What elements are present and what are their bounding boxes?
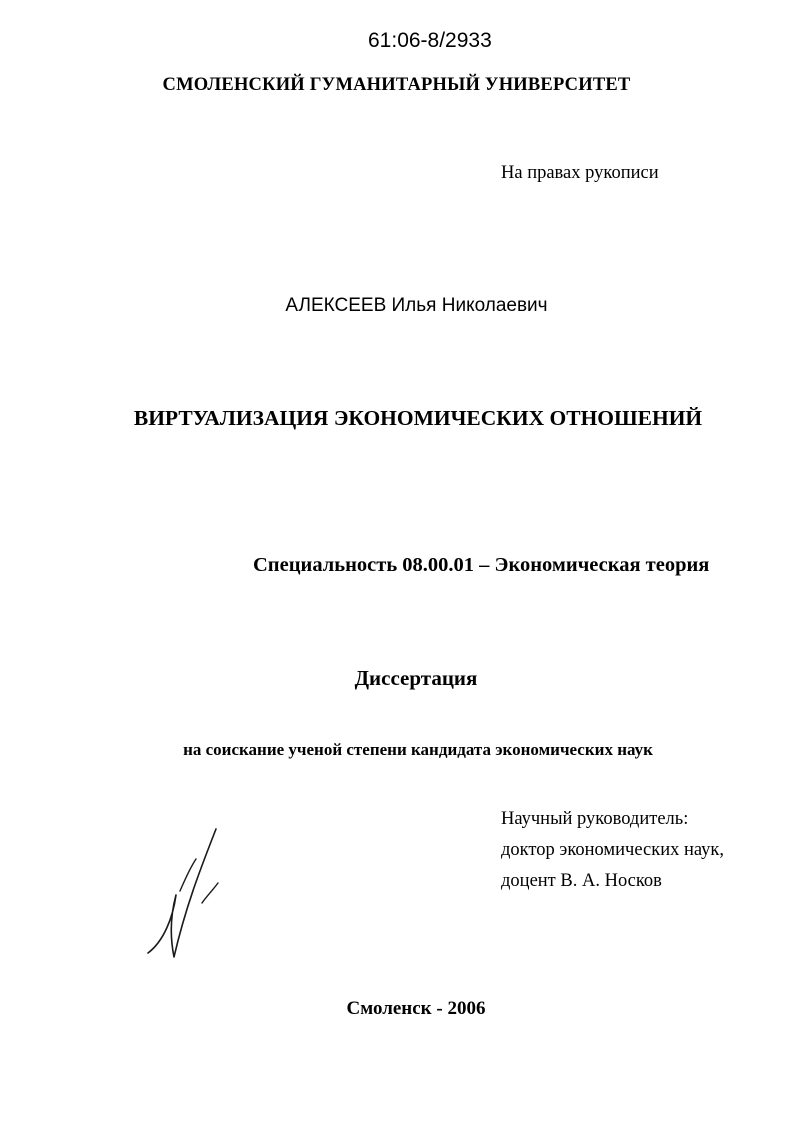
dissertation-title: ВИРТУАЛИЗАЦИЯ ЭКОНОМИЧЕСКИХ ОТНОШЕНИЙ <box>133 406 703 430</box>
degree-line: на соискание ученой степени кандидата экономических наук <box>183 740 653 759</box>
supervisor-label: Научный руководитель: <box>501 809 689 829</box>
rights-note: На правах рукописи <box>501 163 659 183</box>
university-name: СМОЛЕНСКИЙ ГУМАНИТАРНЫЙ УНИВЕРСИТЕТ <box>162 75 631 95</box>
supervisor-name: доцент В. А. Носков <box>501 871 662 891</box>
archive-stamp-number: 61:06-8/2933 <box>368 29 492 52</box>
document-type: Диссертация <box>354 666 478 690</box>
city-year: Смоленск - 2006 <box>346 998 486 1019</box>
supervisor-degree: доктор экономических наук, <box>501 840 725 860</box>
signature-image <box>140 825 230 965</box>
supervisor-block <box>501 804 724 897</box>
author-name: АЛЕКСЕЕВ Илья Николаевич <box>285 295 548 316</box>
specialty: Специальность 08.00.01 – Экономическая теория <box>253 554 710 576</box>
